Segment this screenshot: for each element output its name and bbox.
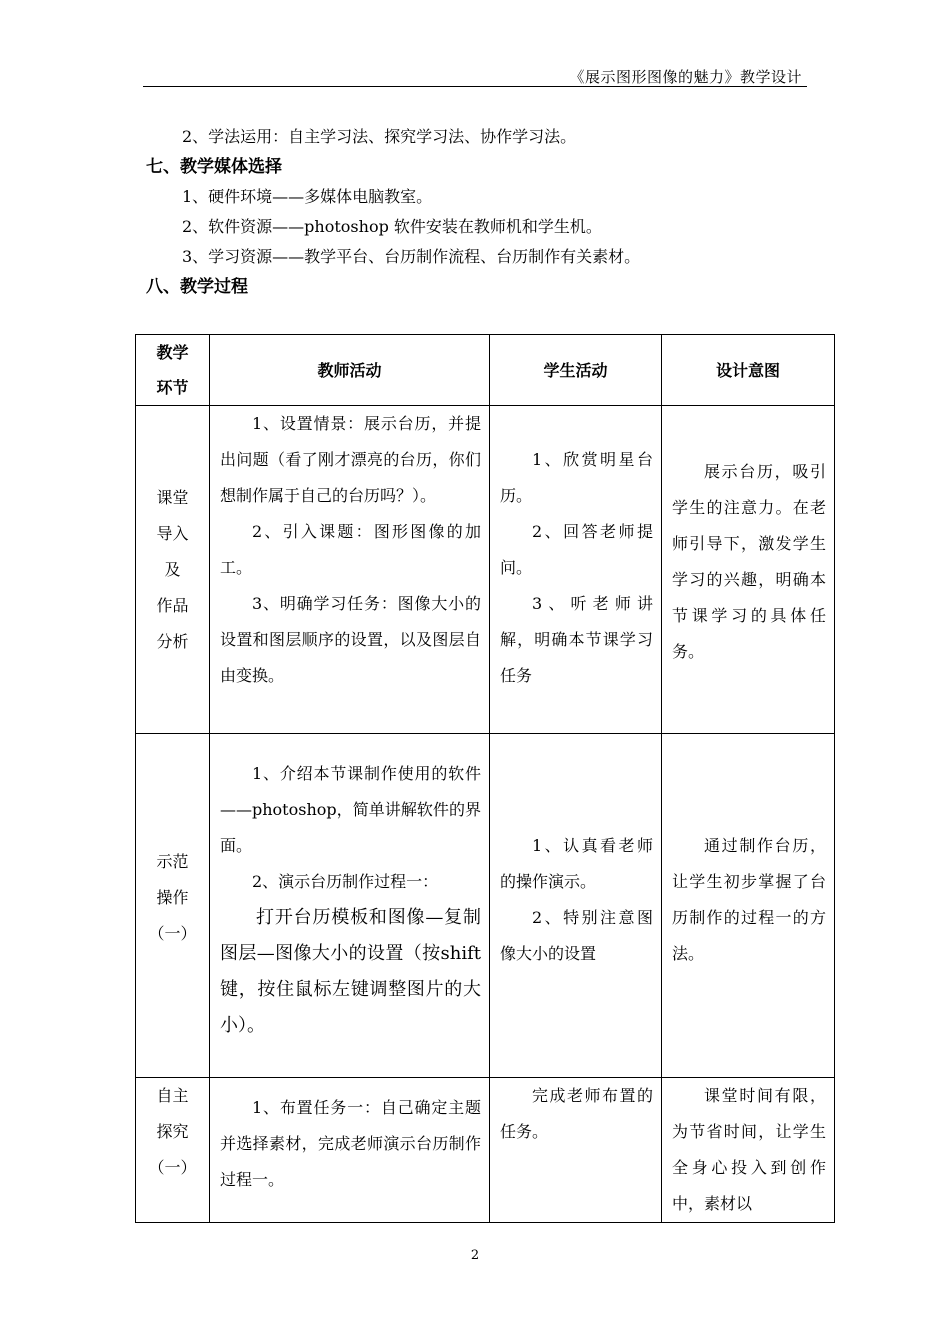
stage-line: 课堂 [156, 488, 189, 507]
header-student-activity: 学生活动 [490, 335, 662, 406]
stage-cell [136, 734, 210, 1078]
header-teacher-activity: 教师活动 [210, 335, 490, 406]
student-activity-item: 1、认真看老师的操作演示。 [500, 836, 653, 891]
teacher-activity-item: 1、设置情景：展示台历，并提出问题（看了刚才漂亮的台历，你们想制作属于自己的台历吗？）。 [220, 414, 481, 505]
section-7-heading: 七、教学媒体选择 [146, 157, 282, 177]
design-intent-text: 课堂时间有限，为节省时间，让学生全身心投入到创作中，素材以 [672, 1086, 826, 1213]
table-row [136, 406, 835, 734]
stage-line: （一） [148, 924, 197, 943]
table-header-row [136, 335, 835, 406]
stage-line: 操作 [156, 888, 189, 907]
student-activity-item: 2、特别注意图像大小的设置 [500, 908, 653, 963]
design-intent-text: 通过制作台历，让学生初步掌握了台历制作的过程一的方法。 [672, 836, 826, 963]
teacher-activity-item: 2、演示台历制作过程一： [252, 872, 439, 891]
stage-line: 导入 [156, 524, 189, 543]
design-intent-cell [662, 406, 835, 734]
learning-methods-paragraph: 2、学法运用：自主学习法、探究学习法、协作学习法。 [182, 127, 577, 146]
stage-line: （一） [148, 1158, 197, 1177]
teacher-activity-item: 3、明确学习任务：图像大小的设置和图层顺序的设置，以及图层自由变换。 [220, 594, 481, 685]
header-design-intent: 设计意图 [662, 335, 835, 406]
student-activity-cell [490, 406, 662, 734]
student-activity-item: 1、欣赏明星台历。 [500, 450, 653, 505]
stage-line: 自主 [156, 1086, 189, 1105]
teacher-activity-cell [210, 406, 490, 734]
stage-line: 分析 [156, 632, 189, 651]
section-8-heading: 八、教学过程 [146, 277, 248, 297]
table-row [136, 734, 835, 1078]
table-row [136, 1078, 835, 1223]
header-stage-line2: 环节 [156, 378, 189, 397]
teacher-activity-cell [210, 1078, 490, 1223]
teacher-activity-item: 打开台历模板和图像—复制图层—图像大小的设置（按shift键，按住鼠标左键调整图片的大小）。 [220, 907, 481, 1036]
stage-line: 探究 [156, 1122, 189, 1141]
student-activity-cell [490, 734, 662, 1078]
teacher-activity-item: 2、引入课题：图形图像的加工。 [220, 522, 481, 577]
stage-cell [136, 406, 210, 734]
header-stage [136, 335, 210, 406]
page-header-title: 《展示图形图像的魅力》教学设计 [569, 68, 802, 86]
design-intent-cell [662, 1078, 835, 1223]
teacher-activity-item: 1、介绍本节课制作使用的软件——photoshop，简单讲解软件的界面。 [220, 764, 481, 855]
stage-line: 及 [164, 560, 181, 579]
design-intent-cell [662, 734, 835, 1078]
student-activity-cell [490, 1078, 662, 1223]
media-item-hardware: 1、硬件环境——多媒体电脑教室。 [182, 187, 433, 206]
page-number: 2 [470, 1248, 480, 1263]
media-item-software: 2、软件资源——photoshop 软件安装在教师机和学生机。 [182, 217, 602, 236]
header-stage-line1: 教学 [156, 343, 189, 362]
stage-line: 作品 [156, 596, 189, 615]
teacher-activity-item: 1、布置任务一：自己确定主题并选择素材，完成老师演示台历制作过程一。 [220, 1098, 481, 1189]
stage-cell [136, 1078, 210, 1223]
design-intent-text: 展示台历，吸引学生的注意力。在老师引导下，激发学生学习的兴趣，明确本节课学习的具体任务。 [672, 462, 826, 661]
student-activity-item: 完成老师布置的任务。 [500, 1086, 653, 1141]
student-activity-item: 3、听老师讲解，明确本节课学习任务 [500, 594, 653, 685]
media-item-resources: 3、学习资源——教学平台、台历制作流程、台历制作有关素材。 [182, 247, 641, 266]
student-activity-item: 2、回答老师提问。 [500, 522, 653, 577]
header-rule [143, 86, 807, 87]
teacher-activity-cell [210, 734, 490, 1078]
teaching-process-table [135, 334, 835, 1223]
stage-line: 示范 [156, 852, 189, 871]
